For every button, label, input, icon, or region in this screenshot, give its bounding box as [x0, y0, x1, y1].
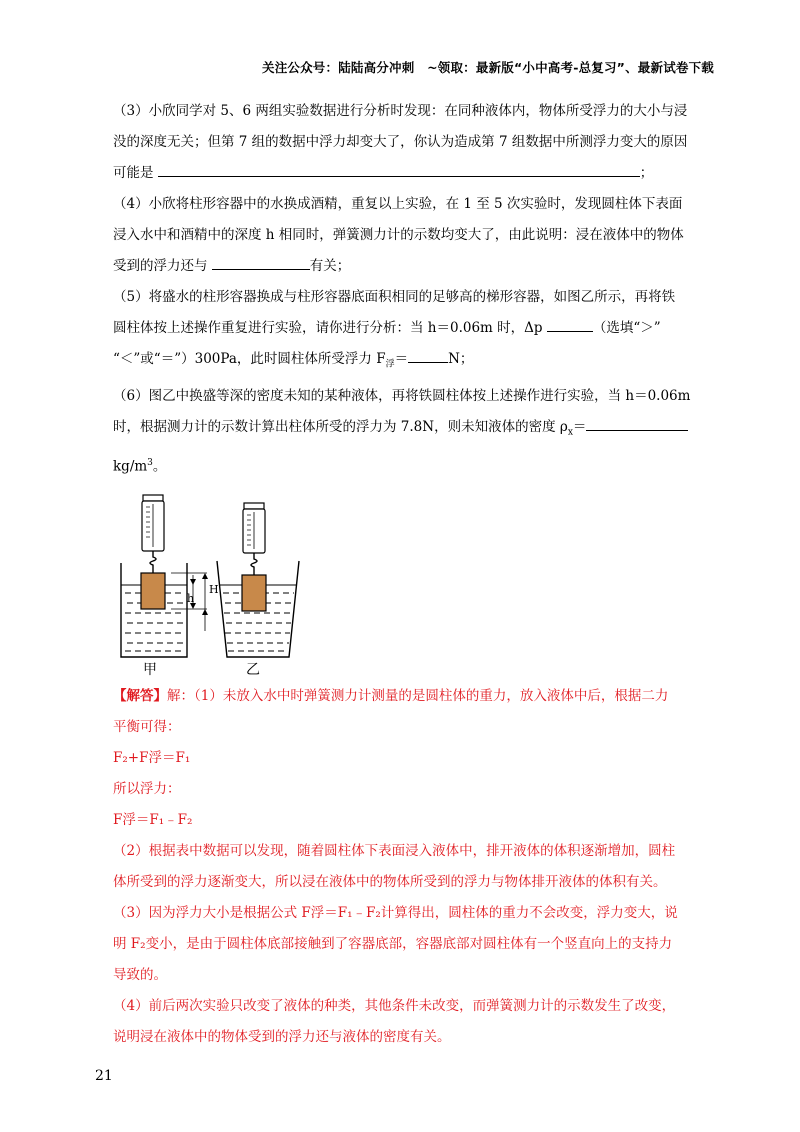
- answer-a3-line3: 导致的。: [113, 966, 167, 983]
- setup-jia: [121, 495, 208, 657]
- answer-so: 所以浮力：: [113, 780, 181, 797]
- answer-eq2: F浮＝F₁﹣F₂: [113, 811, 193, 828]
- answer-a1-line1: 解：（1）未放入水中时弹簧测力计测量的是圆柱体的重力，放入液体中后，根据二力: [167, 687, 669, 704]
- q5-line3: [113, 344, 705, 381]
- setup-yi: [217, 503, 299, 657]
- answer-a2-line2: 体所受到的浮力逐渐变大，所以浸在液体中的物体所受到的浮力与物体排开液体的体积有关。: [113, 873, 667, 890]
- answer-line1: [113, 681, 705, 712]
- q5-line2-prefix: 圆柱体按上述操作重复进行实验，请你进行分析：当 h＝0.06m 时，Δp: [113, 320, 543, 336]
- label-yi: 乙: [246, 661, 260, 678]
- q4-line2: 浸入水中和酒精中的深度 h 相同时，弹簧测力计的示数均变大了，由此说明：浸在液体中的物体: [113, 227, 684, 243]
- q5-line3-mid: ＝: [394, 351, 409, 367]
- answer-a2-line1: （2）根据表中数据可以发现，随着圆柱体下表面浸入液体中，排开液体的体积逐渐增加，圆柱: [113, 842, 676, 859]
- q4-line3-suffix: 有关；: [309, 258, 351, 274]
- q6-line2-suffix: ＝: [572, 418, 587, 435]
- answer-a1-line2: 平衡可得：: [113, 718, 181, 735]
- q5-subscript: 浮: [385, 359, 395, 370]
- experiment-figure: [113, 489, 313, 679]
- q5-force-blank[interactable]: [408, 348, 448, 363]
- answer-tag: 【解答】: [113, 687, 167, 704]
- q5-line2: [113, 313, 705, 344]
- page-header: 关注公众号：陆陆高分冲刺 ~领取：最新版“小中高考-总复习”、最新试卷下载: [262, 60, 714, 75]
- label-jia: 甲: [143, 661, 157, 678]
- q6-density-blank[interactable]: [586, 416, 688, 431]
- q4-line1: （4）小欣将柱形容器中的水换成酒精，重复以上实验，在 1 至 5 次实验时，发现圆柱体下表面: [113, 196, 683, 212]
- q4-line3: [113, 251, 705, 282]
- q5-line3-prefix: “＜”或“＝”）300Pa，此时圆柱体所受浮力 F: [113, 351, 386, 367]
- q3-line1: （3）小欣同学对 5、6 两组实验数据进行分析时发现：在同种液体内，物体所受浮力的大小与浸: [113, 103, 688, 119]
- experiment-diagram: [113, 489, 313, 679]
- answer-a3-line2: 明 F₂变小，是由于圆柱体底部接触到了容器底部，容器底部对圆柱体有一个竖直向上的支持力: [113, 935, 673, 952]
- q5-line2-suffix: （选填“＞”: [592, 320, 661, 336]
- q4-answer-blank[interactable]: [212, 255, 310, 270]
- q6-line1: （6）图乙中换盛等深的密度未知的某种液体，再将铁圆柱体按上述操作进行实验，当 h＝0.06m: [113, 387, 691, 404]
- q6-unit: kg/m: [113, 458, 148, 475]
- q6-line2-prefix: 时，根据测力计的示数计算出柱体所受的浮力为 7.8N，则未知液体的密度 ρ: [113, 418, 568, 435]
- label-h: h: [187, 591, 195, 605]
- q6-line3: [113, 448, 705, 483]
- q6-subscript: x: [567, 427, 573, 438]
- q6-line3-end: 。: [152, 458, 167, 475]
- q4-line3-prefix: 受到的浮力还与: [113, 258, 208, 274]
- label-H: H: [209, 582, 219, 596]
- answer-a4-line1: （4）前后两次实验只改变了液体的种类，其他条件未改变，而弹簧测力计的示数发生了改变，: [113, 997, 676, 1014]
- page-content: [113, 96, 705, 1053]
- q3-line3-prefix: 可能是: [113, 165, 154, 181]
- q5-dp-blank[interactable]: [547, 317, 593, 332]
- q5-line3-suffix: N；: [448, 351, 474, 367]
- q3-line3-suffix: ；: [639, 165, 654, 181]
- answer-a4-line2: 说明浸在液体中的物体受到的浮力还与液体的密度有关。: [113, 1028, 451, 1045]
- q6-superscript: 3: [147, 458, 153, 469]
- answer-a3-line1: （3）因为浮力大小是根据公式 F浮＝F₁﹣F₂计算得出，圆柱体的重力不会改变，浮力变大，说: [113, 904, 678, 921]
- answer-eq1: F₂+F浮＝F₁: [113, 749, 191, 766]
- q5-line1: （5）将盛水的柱形容器换成与柱形容器底面积相同的足够高的梯形容器，如图乙所示，再将铁: [113, 289, 676, 305]
- q3-line2: 没的深度无关；但第 7 组的数据中浮力却变大了，你认为造成第 7 组数据中所测浮力变大的原因: [113, 134, 688, 150]
- q6-line2: [113, 412, 705, 449]
- q3-line3: [113, 158, 705, 189]
- q3-answer-blank[interactable]: [158, 162, 640, 177]
- page-number: 21: [95, 1068, 113, 1084]
